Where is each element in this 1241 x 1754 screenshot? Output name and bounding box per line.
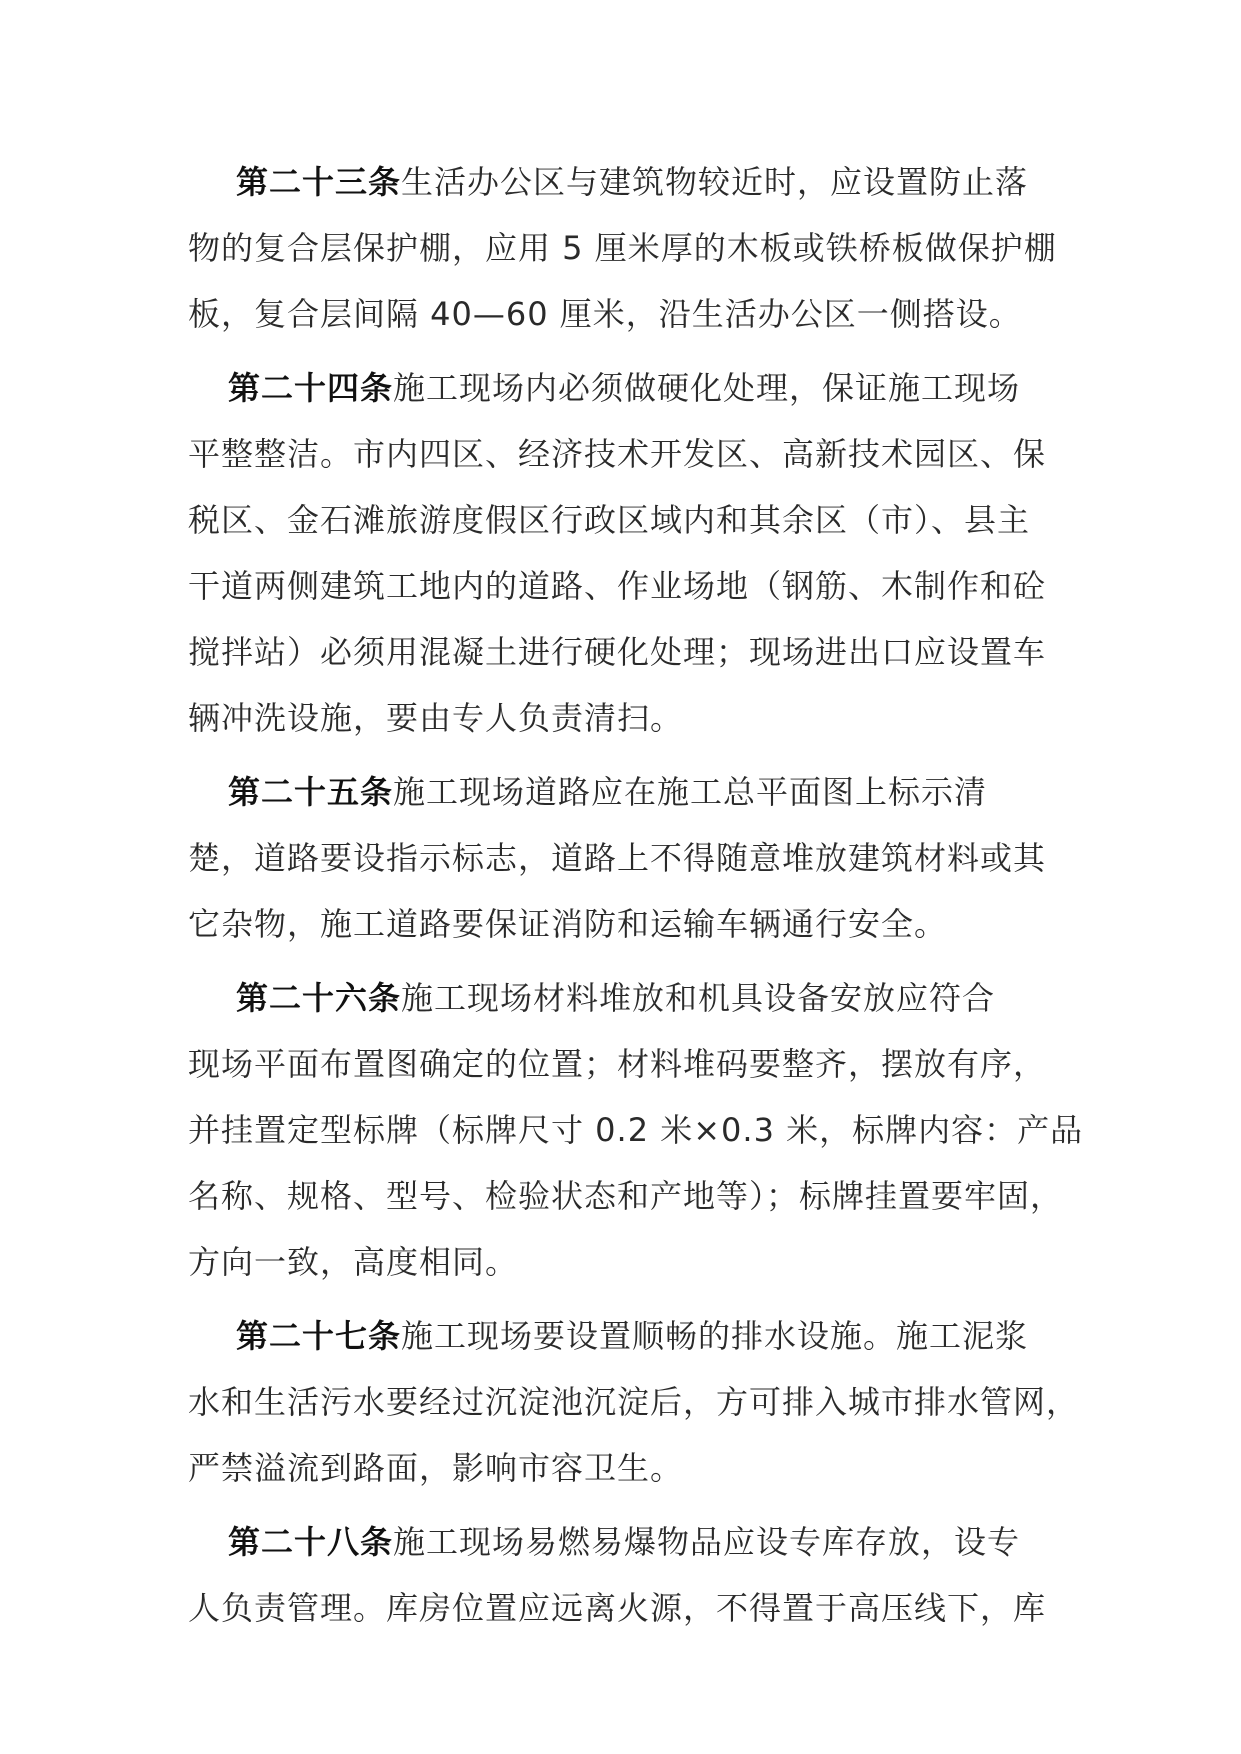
article-24-line-2: 平整整洁。市内四区、经济技术开发区、高新技术园区、保	[188, 435, 1047, 473]
article-25-line-1	[188, 768, 1058, 834]
article-24-line-1	[188, 364, 1058, 430]
article-23-line-2: 物的复合层保护棚，应用 5 厘米厚的木板或铁桥板做保护棚	[188, 229, 1057, 267]
article-24-heading: 第二十四条	[228, 369, 394, 407]
article-27-line-3: 严禁溢流到路面，影响市容卫生。	[188, 1449, 684, 1487]
article-26-line-4: 名称、规格、型号、检验状态和产地等）；标牌挂置要牢固，	[188, 1177, 1064, 1215]
article-27-line-2: 水和生活污水要经过沉淀池沉淀后，方可排入城市排水管网，	[188, 1383, 1080, 1421]
article-24-line-5: 搅拌站）必须用混凝土进行硬化处理；现场进出口应设置车	[188, 633, 1047, 671]
article-23-text-1: 生活办公区与建筑物较近时，应设置防止落	[401, 163, 1029, 201]
article-28-line-1	[188, 1518, 1058, 1584]
article-24-line-4: 干道两侧建筑工地内的道路、作业场地（钢筋、木制作和砼	[188, 567, 1047, 605]
article-27-line-1	[188, 1312, 1058, 1378]
article-23-line-3: 板，复合层间隔 40—60 厘米，沿生活办公区一侧搭设。	[188, 295, 1022, 333]
article-26-line-2: 现场平面布置图确定的位置；材料堆码要整齐，摆放有序，	[188, 1045, 1047, 1083]
article-26-heading: 第二十六条	[236, 979, 402, 1017]
article-23-heading: 第二十三条	[236, 163, 402, 201]
article-24-line-3: 税区、金石滩旅游度假区行政区域内和其余区（市）、县主	[188, 501, 1031, 539]
article-25-heading: 第二十五条	[228, 773, 394, 811]
article-24-line-6: 辆冲洗设施，要由专人负责清扫。	[188, 699, 684, 737]
article-26-line-1	[188, 974, 1058, 1040]
article-26-line-3: 并挂置定型标牌（标牌尺寸 0.2 米×0.3 米，标牌内容：产品	[188, 1111, 1084, 1149]
document-body	[188, 158, 1084, 1650]
article-26-line-5: 方向一致，高度相同。	[188, 1243, 519, 1281]
article-24-text-1: 施工现场内必须做硬化处理，保证施工现场	[393, 369, 1021, 407]
article-25-text-1: 施工现场道路应在施工总平面图上标示清	[393, 773, 988, 811]
article-26-text-1: 施工现场材料堆放和机具设备安放应符合	[401, 979, 996, 1017]
article-27-heading: 第二十七条	[236, 1317, 402, 1355]
article-28-text-1: 施工现场易燃易爆物品应设专库存放，设专	[393, 1523, 1021, 1561]
article-25-line-3: 它杂物，施工道路要保证消防和运输车辆通行安全。	[188, 905, 948, 943]
article-28-line-2: 人负责管理。库房位置应远离火源，不得置于高压线下，库	[188, 1589, 1047, 1627]
article-27-text-1: 施工现场要设置顺畅的排水设施。施工泥浆	[401, 1317, 1029, 1355]
article-25-line-2: 楚，道路要设指示标志，道路上不得随意堆放建筑材料或其	[188, 839, 1047, 877]
article-23-line-1	[188, 158, 1058, 224]
article-28-heading: 第二十八条	[228, 1523, 394, 1561]
